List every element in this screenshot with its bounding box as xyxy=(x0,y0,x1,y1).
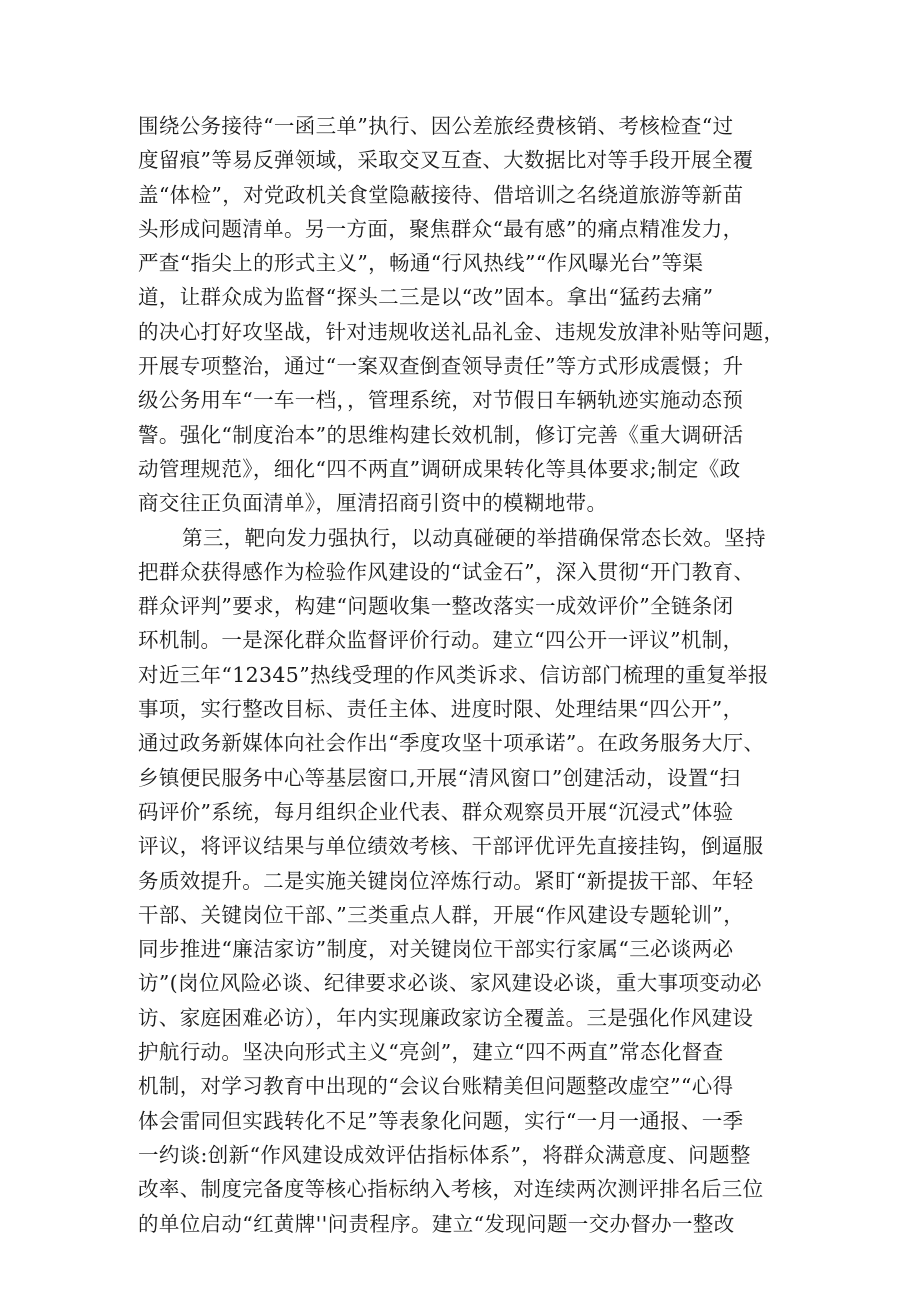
text-line: 访、家庭困难必访），年内实现廉政家访全覆盖。三是强化作风建设 xyxy=(138,1005,754,1030)
text-line: 级公务用车“一车一档，，管理系统，对节假日车辆轨迹实施动态预 xyxy=(138,388,744,413)
text-line: 事项，实行整改目标、责任主体、进度时限、处理结果“四公开”， xyxy=(138,697,744,722)
text-line: 干部、关键岗位干部、”三类重点人群，开展“作风建设专题轮训”， xyxy=(138,902,745,927)
text-line: 一约谈:创新“作风建设成效评估指标体系”，将群众满意度、问题整 xyxy=(138,1142,751,1167)
text-line: 通过政务新媒体向社会作出“季度攻坚十项承诺”。在政务服务大厅、 xyxy=(138,731,765,756)
text-line: 环机制。一是深化群众监督评价行动。建立“四公开一评议”机制， xyxy=(138,628,744,653)
text-line: 度留痕”等易反弹领域，采取交叉互查、大数据比对等手段开展全覆 xyxy=(138,148,754,173)
text-line: 严查“指尖上的形式主义”，畅通“行风热线”“作风曝光台”等渠 xyxy=(138,251,704,276)
text-line: 对近三年“12345”热线受理的作风类诉求、信访部门梳理的重复举报 xyxy=(138,662,769,687)
text-line: 头形成问题清单。另一方面，聚焦群众“最有感”的痛点精准发力， xyxy=(138,216,744,241)
text-line: 的单位启动“红黄牌''问责程序。建立“发现问题一交办督办一整改 xyxy=(138,1211,735,1236)
text-line: 动管理规范》，细化“四不两直”调研成果转化等具体要求;制定《政 xyxy=(138,456,741,481)
text-line: 警。强化“制度治本”的思维构建长效机制，修订完善《重大调研活 xyxy=(138,422,744,447)
text-line: 盖“体检”，对党政机关食堂隐蔽接待、借培训之名绕道旅游等新苗 xyxy=(138,182,744,207)
text-line: 乡镇便民服务中心等基层窗口,开展“清风窗口”创建活动，设置“扫 xyxy=(138,765,741,790)
text-line: 商交往正负面清单》，厘清招商引资中的模糊地带。 xyxy=(138,491,608,516)
text-line: 群众评判”要求，构建“问题收集一整改落实一成效评价”全链条闭 xyxy=(138,594,734,619)
text-line: 码评价”系统，每月组织企业代表、群众观察员开展“沉浸式”体验 xyxy=(138,799,734,824)
text-line: 访”(岗位风险必谈、纪律要求必谈、家风建设必谈，重大事项变动必 xyxy=(138,971,762,996)
text-line: 体会雷同但实践转化不足”等表象化问题，实行“一月一通报、一季 xyxy=(138,1108,744,1133)
text-line: 评议，将评议结果与单位绩效考核、干部评优评先直接挂钩，倒逼服 xyxy=(138,834,764,859)
text-line: 护航行动。坚决向形式主义“亮剑”，建立“四不两直”常态化督查 xyxy=(138,1040,724,1065)
text-line: 围绕公务接待“一函三单”执行、因公差旅经费核销、考核检查“过 xyxy=(138,114,734,138)
text-line: 道，让群众成为监督“探头二三是以“改”固本。拿出“猛药去痛” xyxy=(138,285,714,310)
text-line: 机制，对学习教育中出现的“会议台账精美但问题整改虚空”“心得 xyxy=(138,1074,734,1099)
text-line: 同步推进“廉洁家访”制度，对关键岗位干部实行家属“三必谈两必 xyxy=(138,937,734,962)
text-line: 的决心打好攻坚战，针对违规收送礼品礼金、违规发放津补贴等问题， xyxy=(138,319,785,344)
text-line: 把群众获得感作为检验作风建设的“试金石”，深入贯彻“开门教育、 xyxy=(138,559,755,584)
text-line: 改率、制度完备度等核心指标纳入考核，对连续两次测评排名后三位 xyxy=(138,1177,764,1202)
text-line: 务质效提升。二是实施关键岗位淬炼行动。紧盯“新提拔干部、年轻 xyxy=(138,868,754,893)
document-body-text xyxy=(138,109,798,1241)
text-line: 开展专项整治，通过“一案双查倒查领导责任”等方式形成震慑；升 xyxy=(138,354,744,379)
text-line: 第三，靶向发力强执行，以动真碰硬的举措确保常态长效。坚持 xyxy=(182,525,766,550)
